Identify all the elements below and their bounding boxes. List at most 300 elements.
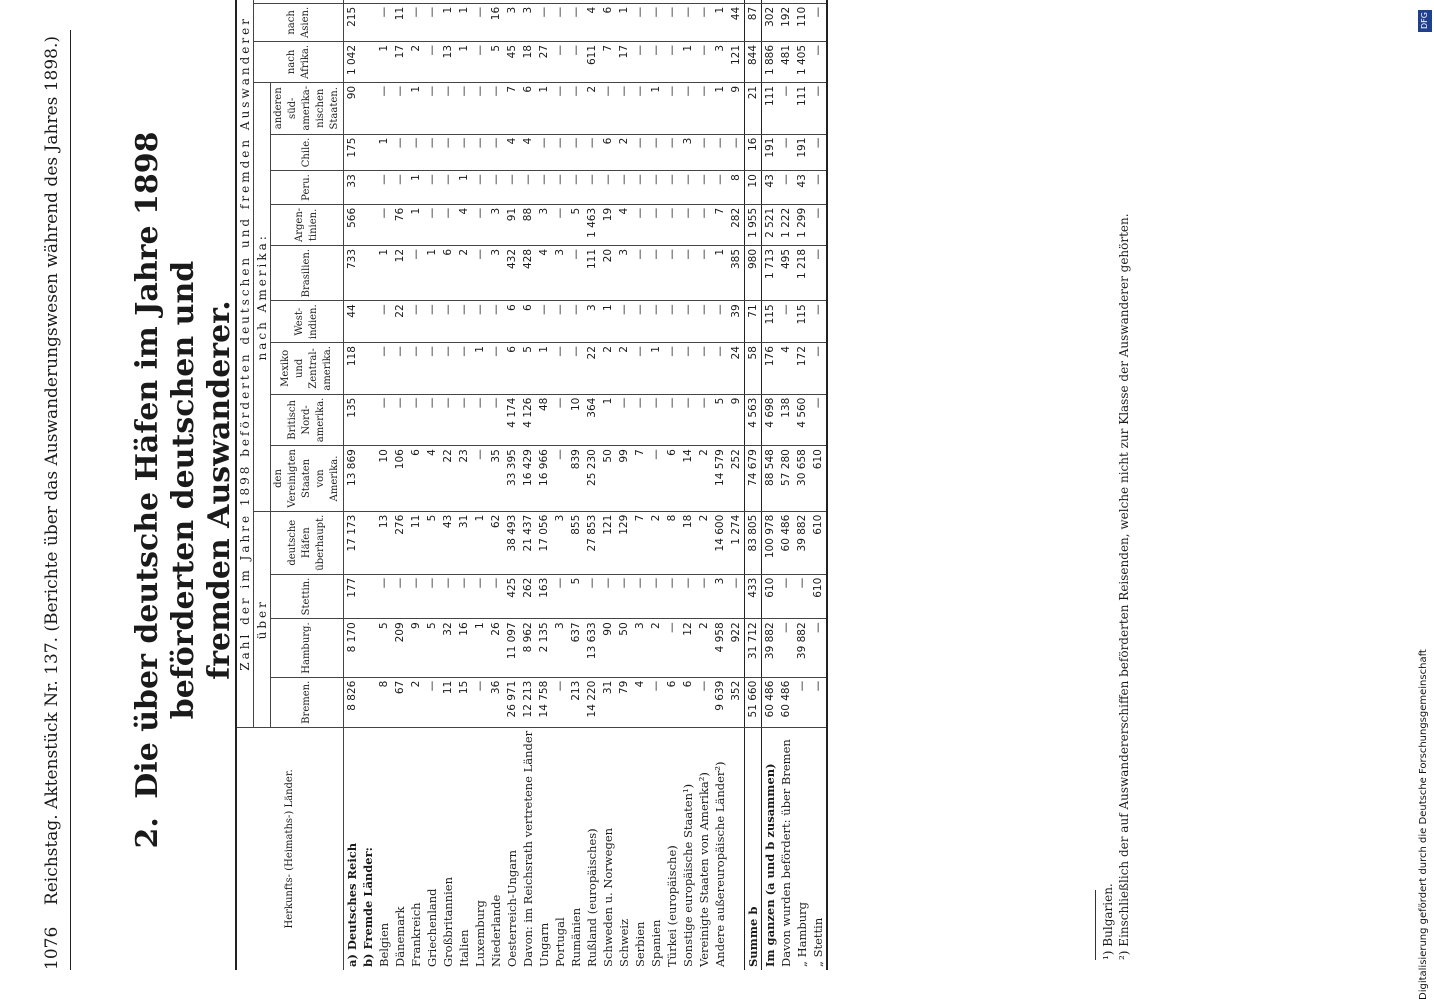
table-cell: 12 [392,245,408,300]
table-cell: 262 [520,574,536,619]
row-label [728,727,745,970]
table-cell: 1 [648,343,664,395]
table-cell: — [456,134,472,171]
table-cell: 111 [762,82,779,134]
table-cell: 3 [488,204,504,245]
row-label: b) Fremde Länder: [361,847,375,967]
col-header: nach Afrika. [254,41,344,82]
table-cell: — [664,82,680,134]
table-cell: — [488,394,504,446]
table-cell: — [440,82,456,134]
table-cell: 5 [376,619,392,677]
table-cell: — [408,574,424,619]
table-cell: — [810,171,827,205]
table-cell: — [424,3,440,41]
table-cell: — [696,301,712,343]
table-cell: — [728,134,745,171]
table-row [424,0,440,970]
table-cell: — [778,171,794,205]
table-cell [360,677,376,727]
table-cell: 252 [728,446,745,512]
table-cell: 43 [794,171,810,205]
table-cell: 12 213 [520,677,536,727]
table-cell: 433 [745,574,762,619]
table-cell: — [536,3,552,41]
table-cell: 1 222 [778,204,794,245]
row-label: Türkei (europäische) [665,845,679,967]
table-cell: 24 [728,343,745,395]
header-rule [70,30,71,970]
table-row [472,0,488,970]
table-cell: — [424,574,440,619]
table-cell: — [408,134,424,171]
table-cell: 5 [488,41,504,82]
row-label: Spanien [649,919,663,967]
table-cell: 3 [712,574,728,619]
table-cell: — [584,171,600,205]
table-cell: — [696,41,712,82]
table-cell: — [552,171,568,205]
table-cell [360,619,376,677]
row-label: Vereinigte Staaten von Amerika²) [697,772,711,967]
table-cell: 1 218 [794,245,810,300]
table-cell: — [568,301,584,343]
row-label: Niederlande [489,894,503,967]
table-cell: 1 [456,171,472,205]
table-cell: 3 [616,245,632,300]
row-label: Dänemark [393,906,407,967]
table-cell: 4 [520,134,536,171]
table-cell: 855 [568,511,584,574]
table-cell [360,171,376,205]
table-cell: — [648,134,664,171]
table-cell: — [632,134,648,171]
table-cell [456,0,472,3]
table-cell: 2 [456,245,472,300]
table-cell: — [552,204,568,245]
table-cell: 3 [552,619,568,677]
table-cell: 8 [728,171,745,205]
table-cell: 10 [376,446,392,512]
table-cell: — [552,3,568,41]
table-cell: — [472,301,488,343]
table-cell: 14 579 [712,446,728,512]
table-cell: — [810,3,827,41]
table-cell [728,0,745,3]
table-cell: 8 826 [344,677,361,727]
table-cell: 1 [472,343,488,395]
table-cell: 87 [745,3,762,41]
table-cell: — [472,245,488,300]
col-header: Mexiko und Zentral-amerika. [271,343,344,395]
table-cell: 6 [408,446,424,512]
table-cell: — [392,394,408,446]
table-cell: 172 [794,343,810,395]
col-header: Peru. [271,171,344,205]
row-label: Griechenland [425,888,439,967]
table-cell: 26 [488,619,504,677]
table-cell [712,0,728,3]
table-cell: 31 [456,511,472,574]
table-cell: 50 [616,619,632,677]
table-cell: 115 [762,301,779,343]
table-cell: 31 [600,677,616,727]
table-cell: 5 [712,394,728,446]
table-cell: 2 [616,343,632,395]
col-header: nach Asien. [254,3,344,41]
row-label: Oesterreich-Ungarn [505,850,519,967]
title-line-2: fremden Auswanderer. [202,300,237,680]
table-cell: — [568,41,584,82]
table-cell: — [712,301,728,343]
table-row [376,0,392,970]
table-cell: 3 [536,204,552,245]
table-cell: 58 [745,343,762,395]
table-cell: 76 [392,204,408,245]
table-cell: 8 [376,677,392,727]
table-cell: 209 [392,619,408,677]
col-header: Brasilien. [271,245,344,300]
table-cell [360,574,376,619]
table-cell: — [552,41,568,82]
table-cell: — [696,677,712,727]
table-cell: 10 [745,171,762,205]
table-cell: 18 [520,41,536,82]
table-cell: — [472,171,488,205]
table-cell [778,0,794,3]
table-cell: 428 [520,245,536,300]
table-cell: — [408,3,424,41]
table-cell: — [536,134,552,171]
table-cell: 13 [440,41,456,82]
table-row [762,0,779,970]
table-cell: 8 962 [520,619,536,677]
table-cell: 45 [504,41,520,82]
table-cell: — [712,171,728,205]
table-cell: 191 [762,134,779,171]
table-cell: 4 [778,343,794,395]
table-cell [360,3,376,41]
table-row [568,0,584,970]
table-cell: 14 758 [536,677,552,727]
table-cell: 16 [745,134,762,171]
table-cell: 1 [472,511,488,574]
table-cell: 10 [568,394,584,446]
table-cell: — [616,171,632,205]
row-label: Rumänien [569,907,583,967]
table-cell: 1 [376,41,392,82]
table-cell: 16 966 [536,446,552,512]
table-cell: — [696,82,712,134]
table-cell: — [568,245,584,300]
table-cell: 16 429 [520,446,536,512]
row-label: Sonstige europäische Staaten¹) [681,783,695,967]
table-cell: — [440,204,456,245]
table-cell: 3 [552,511,568,574]
table-cell: 4 [632,677,648,727]
table-cell [360,511,376,574]
table-row [696,0,712,970]
table-cell: — [392,82,408,134]
table-cell: 1 299 [794,204,810,245]
table-cell: — [600,82,616,134]
table-cell: — [440,301,456,343]
table-cell: — [472,677,488,727]
row-label: Ungarn [537,922,551,967]
table-cell: 176 [762,343,779,395]
table-cell: — [552,343,568,395]
table-cell: — [392,134,408,171]
table-cell: 21 [745,82,762,134]
table-cell: 1 [408,204,424,245]
table-cell: — [568,343,584,395]
row-label: Luxemburg [473,900,487,967]
table-cell: 1 [648,82,664,134]
table-cell: — [810,343,827,395]
table-cell: 138 [778,394,794,446]
table-cell: 352 [728,677,745,727]
table-cell: 60 486 [778,677,794,727]
table-cell [424,0,440,3]
table-cell: — [648,301,664,343]
table-row [456,0,472,970]
table-cell: 1 [600,301,616,343]
table-cell: — [472,446,488,512]
table-cell: 1 [600,394,616,446]
table-cell: — [778,574,794,619]
table-cell: — [632,171,648,205]
table-cell: 14 [680,446,696,512]
table-cell: 495 [778,245,794,300]
table-cell [648,0,664,3]
table-cell: — [376,204,392,245]
table-row [552,0,568,970]
table-cell: — [664,245,680,300]
table-cell: — [680,204,696,245]
table-cell: — [376,171,392,205]
table-cell: 4 [616,204,632,245]
table-cell: 39 882 [794,511,810,574]
table-cell: — [424,301,440,343]
table-cell: 13 633 [584,619,600,677]
table-cell: — [376,301,392,343]
table-cell: 31 712 [745,619,762,677]
footnote-rule [1095,890,1096,960]
table-cell: 8 170 [344,619,361,677]
table-cell: 191 [794,134,810,171]
table-cell: — [648,394,664,446]
col-header: deutsche Häfen überhaupt. [271,511,344,574]
table-row [520,0,536,970]
table-cell: — [632,82,648,134]
table-cell: 44 [728,3,745,41]
table-cell: — [600,171,616,205]
table-cell: 2 [648,619,664,677]
table-cell: 32 [440,619,456,677]
table-cell: — [810,134,827,171]
table-cell: 5 [520,343,536,395]
table-cell [632,0,648,3]
table-cell: — [584,134,600,171]
table-cell: — [424,171,440,205]
table-cell [680,0,696,3]
table-cell: 83 805 [745,511,762,574]
table-row [616,0,632,970]
table-cell: 22 [440,446,456,512]
table-cell [664,0,680,3]
table-cell: 22 [392,301,408,343]
table-cell: 4 174 [504,394,520,446]
table-cell: 1 [712,82,728,134]
table-cell [408,0,424,3]
table-cell: 1 [616,3,632,41]
table-cell: 637 [568,619,584,677]
table-cell: 33 395 [504,446,520,512]
table-cell: — [552,134,568,171]
table-cell: 175 [344,134,361,171]
table-cell: — [778,619,794,677]
row-label: Portugal [553,917,567,967]
table-cell: 121 [728,41,745,82]
table-cell: 481 [778,41,794,82]
table-cell: — [680,82,696,134]
table-cell: — [520,171,536,205]
table-cell [360,82,376,134]
table-cell: 6 [600,134,616,171]
table-cell [600,0,616,3]
table-cell: 733 [344,245,361,300]
table-cell: 1 405 [794,41,810,82]
table-cell: — [568,134,584,171]
table-cell: 60 486 [762,677,779,727]
col-header: anderen süd-amerika-nischen Staaten. [271,82,344,134]
table-cell: 302 [762,3,779,41]
table-cell: — [696,574,712,619]
table-cell: — [376,394,392,446]
table-cell: 50 [600,446,616,512]
table-cell: 5 [568,574,584,619]
table-cell: 12 [680,619,696,677]
table-cell: — [408,245,424,300]
row-label: „ Stettin [811,917,825,967]
table-cell: 7 [632,511,648,574]
table-cell: — [778,134,794,171]
table-row [664,0,680,970]
table-cell: — [536,171,552,205]
table-cell: — [794,574,810,619]
table-cell: — [664,204,680,245]
table-cell: — [472,574,488,619]
table-cell: 91 [504,204,520,245]
table-cell: 3 [680,134,696,171]
table-cell: 48 [536,394,552,446]
table-cell: 27 853 [584,511,600,574]
table-cell: 74 679 [745,446,762,512]
table-cell: 6 [520,82,536,134]
table-cell [472,0,488,3]
table-cell: 6 [664,677,680,727]
table-cell: — [536,301,552,343]
group-header-zahl: Zahl der im Jahre 1898 beförderten deutschen und fremden Auswanderer [236,0,254,727]
table-cell: — [778,301,794,343]
table-cell: 1 [456,3,472,41]
table-cell: — [408,394,424,446]
table-cell: 6 [664,446,680,512]
table-cell: — [424,343,440,395]
table-cell: — [648,204,664,245]
table-row [440,0,456,970]
table-cell: — [696,134,712,171]
col-header: Bremen. [271,677,344,727]
col-header: Argen-tinien. [271,204,344,245]
table-cell: — [696,394,712,446]
table-cell: 6 [680,677,696,727]
table-cell [360,301,376,343]
table-cell: — [680,301,696,343]
table-cell: — [376,574,392,619]
table-cell: — [664,301,680,343]
table-cell: — [632,41,648,82]
table-cell: 36 [488,677,504,727]
table-cell: 1 [456,41,472,82]
table-cell: 135 [344,394,361,446]
table-cell: 13 [376,511,392,574]
table-row [648,0,664,970]
table-cell [520,0,536,3]
table-cell: — [810,82,827,134]
table-cell: 14 600 [712,511,728,574]
footnote-2: ²) Einschließlich der auf Auswandererschiffen beförderten Reisenden, welche nicht zur Klasse der Auswanderer gehörten. [1117,213,1131,960]
table-cell: 106 [392,446,408,512]
table-cell [360,204,376,245]
table-cell: — [810,41,827,82]
table-cell: 3 [520,3,536,41]
section-number: 2. [130,817,165,849]
table-cell: 5 [424,619,440,677]
table-cell: 11 [392,3,408,41]
row-label: Schweiz [617,918,631,967]
table-cell: — [472,3,488,41]
table-cell [504,0,520,3]
table-cell: — [664,343,680,395]
row-label: Rußland (europäisches) [585,828,599,967]
table-cell: — [376,3,392,41]
table-cell [696,0,712,3]
table-cell: — [504,171,520,205]
table-cell: 6 [520,301,536,343]
table-row [392,0,408,970]
table-cell: 611 [584,41,600,82]
table-cell: 99 [616,446,632,512]
col-herkunft: Herkunfts- (Heimaths-) Länder. [236,727,344,970]
table-cell: 17 056 [536,511,552,574]
table-cell: 2 [696,511,712,574]
table-row [536,0,552,970]
table-cell: 5 [568,204,584,245]
table-cell: 1 [376,245,392,300]
table-cell: 1 955 [745,204,762,245]
table-cell: — [472,41,488,82]
col-header: Chile. [271,134,344,171]
table-cell: 115 [794,301,810,343]
table-cell: 8 [664,511,680,574]
table-cell: — [648,574,664,619]
table-cell: — [616,82,632,134]
page-title [130,40,238,940]
table-cell: 1 [376,134,392,171]
table-cell: 18 [680,511,696,574]
table-cell: 44 [344,301,361,343]
